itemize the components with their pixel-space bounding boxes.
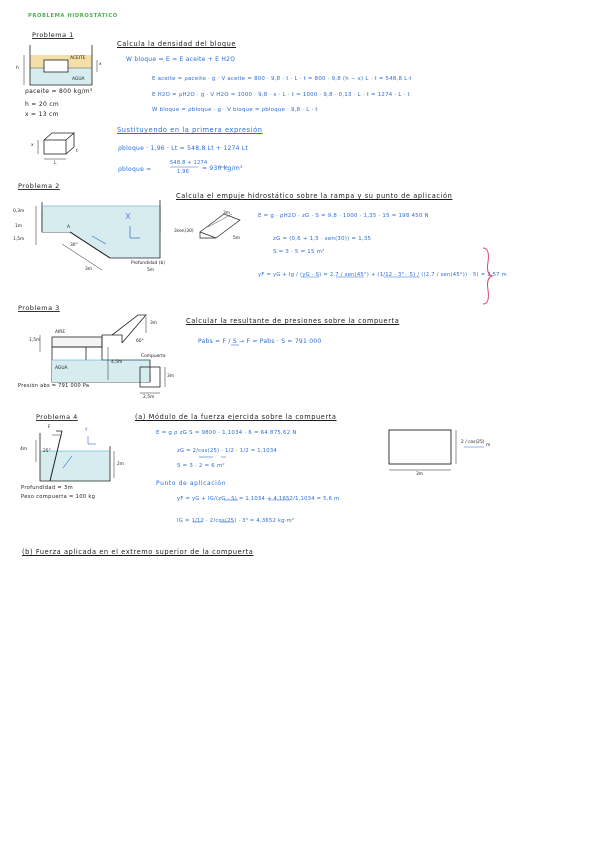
p1-fig-agua: AGUA <box>72 77 85 82</box>
p2-ramp-d: 5m <box>233 236 241 241</box>
p2-fig-base: 3m <box>85 267 93 272</box>
p2-eq-s: S = 3 · 5 = 15 m² <box>273 249 325 255</box>
page-header: PROBLEMA HIDROSTÁTICO <box>28 13 118 19</box>
p2-fig-ang: 30° <box>70 243 78 248</box>
p1-tank-figure <box>24 45 97 85</box>
p4-eq-s: S = 3 · 2 = 6 m² <box>177 463 225 469</box>
p3-patm: Presión abs = 791 000 Pa <box>18 383 90 389</box>
p4-eq-ig: IG = 1/12 · 2/cos(25) · 3³ = 4,3652 kg·m² <box>177 518 295 524</box>
p1-eq-res-val: = 930 kg/m³ <box>202 165 243 172</box>
p3-fig-d3: 3m <box>150 321 158 326</box>
p1-eq-res-lhs: ρbloque = <box>118 166 152 173</box>
p1-fig-aceite: ACEITE <box>70 56 86 61</box>
p3-fig-ang: 60° <box>136 339 144 344</box>
p4-gate-rect <box>389 430 456 470</box>
p2-eq-yf: yF = yG + Ig / (yG · S) = 2,7 / sen(45°) + (1/12 · 3³ · 5) / ((2,7 / sen(45°)) · 5) = 2,57 m <box>258 272 507 278</box>
p2-fig-prof: Profundidad (b) <box>131 261 165 266</box>
p2-title: Problema 2 <box>18 182 60 190</box>
p1-given-0: ρaceite = 800 kg/m³ <box>25 88 93 95</box>
p3-fig-d4: 4,5m <box>111 360 123 365</box>
p2-eq-e: E = g · ρH2O · zG · S = 9,8 · 1000 · 1,35 · 15 = 198 450 N <box>258 213 429 219</box>
p4-fig-d1: 4m <box>20 447 28 452</box>
p4-eq-zg: zG = 2/cos(25) · 1/2 · 1/2 = 1,1034 <box>177 448 277 454</box>
p3-title: Problema 3 <box>18 304 60 312</box>
p4-heading-b: (b) Fuerza aplicada en el extremo superior de la compuerta <box>22 548 254 556</box>
p4-heading-pa: Punto de aplicación <box>156 480 227 487</box>
p4-heading-a: (a) Módulo de la fuerza ejercida sobre la compuerta <box>135 413 337 421</box>
p3-fig-aire: AIRE <box>55 330 66 335</box>
p1-eq-eh2o: E H2O = ρH2O · g · V H2O = 1000 · 9,8 · x · L · t = 1000 · 9,8 · 0,13 · L · t = 1274 · L · t <box>152 92 410 98</box>
p4-fig-ang: 25° <box>43 449 51 454</box>
p3-fig-h: 3m <box>167 374 175 379</box>
p2-tank-figure <box>36 200 160 270</box>
p1-fig-h: h <box>16 66 19 71</box>
p1-block-dim-c: L <box>54 161 57 166</box>
p1-eq-w: W bloque = E = E aceite + E H2O <box>126 56 236 63</box>
p1-title: Problema 1 <box>32 31 74 39</box>
p4-rect-unit: m <box>486 443 491 448</box>
p4-eq-e: E = g ρ zG S = 9800 · 1,1034 · 6 = 64 875,62 N <box>156 430 297 436</box>
p1-eq-sub: ρbloque · 1,96 · Lt = 548,8 Lt + 1274 Lt <box>118 145 249 152</box>
p4-tank-figure <box>36 431 114 481</box>
p1-heading2: Sustituyendo en la primera expresión <box>117 126 263 134</box>
p2-eq-zg: zG = (0,6 + 1,5 · sen(30)) = 1,35 <box>273 236 372 242</box>
p2-fig-d2: 1m <box>15 224 23 229</box>
p2-fig-prof-val: 5m <box>147 268 155 273</box>
p4-rect-w: 3m <box>416 472 424 477</box>
p3-fig-w: 2,5m <box>143 395 155 400</box>
p4-eq-yf: yF = yG + IG/(zG · S) = 1,1034 + 4,1652/1,1034 = 5,6 m <box>177 496 340 502</box>
p1-eq-wbloque: W bloque = ρbloque · g · V bloque = ρbloque · 9,8 · L · t <box>152 107 318 113</box>
p1-eq-res-den: 1,96 <box>177 169 190 175</box>
p2-ramp-w: 3m <box>223 211 231 216</box>
p4-given-1: Peso compuerta = 100 kg <box>21 494 96 500</box>
p4-fig-ax: y <box>85 427 88 432</box>
p3-tank-figure <box>40 315 150 382</box>
p3-fig-agua: AGUA <box>55 366 68 371</box>
p2-fig-d1: 0,3m <box>13 209 25 214</box>
p1-given-2: x = 13 cm <box>25 111 59 118</box>
p4-fig-f: F <box>48 425 51 430</box>
p1-block-dim-a: x <box>31 143 34 148</box>
p3-eq-f: Pabs = F / S → F = Pabs · S = 791 000 <box>198 338 322 345</box>
p1-fig-x: x <box>99 62 102 67</box>
p3-heading: Calcular la resultante de presiones sobre la compuerta <box>186 317 400 325</box>
p1-eq-res-num: 548,8 + 1274 <box>170 160 208 166</box>
p4-given-0: Profundidad = 3m <box>21 485 73 491</box>
p2-fig-a: A <box>67 225 71 230</box>
p2-fig-d3: 1,5m <box>13 237 25 242</box>
p2-heading: Calcula el empuje hidrostático sobre la rampa y su punto de aplicación <box>176 192 453 200</box>
p2-ramp-h: 3sen(30) <box>174 229 194 234</box>
p3-fig-comp: Compuerta <box>141 354 166 359</box>
p1-block-dim-b: t <box>76 149 78 154</box>
p1-block-figure <box>38 133 74 159</box>
p4-rect-h: 2 / cos(25) <box>461 440 485 445</box>
p1-eq-eaceite: E aceite = ρaceite · g · V aceite = 800 · 9,8 · t · L · t = 800 · 9,8 (h − x) L · t = 548,8 L·t <box>152 76 412 82</box>
p1-heading: Calcula la densidad del bloque <box>117 40 237 48</box>
p3-fig-d1: 1,5m <box>29 338 41 343</box>
p4-title: Problema 4 <box>36 413 78 421</box>
p1-given-1: h = 20 cm <box>25 101 60 108</box>
p4-fig-d2: 2m <box>117 462 125 467</box>
